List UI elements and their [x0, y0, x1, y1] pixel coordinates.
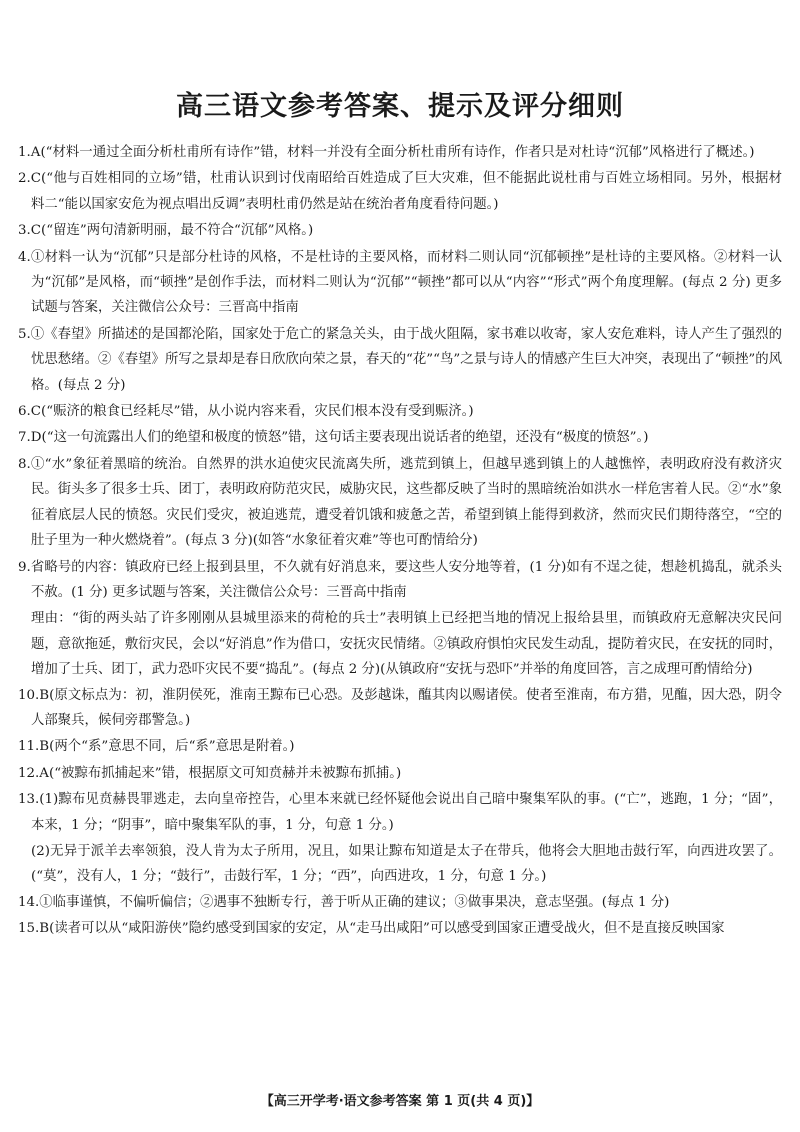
answer-item-6: 6.C(“赈济的粮食已经耗尽”错，从小说内容来看，灾民们根本没有受到赈济。): [18, 404, 474, 420]
answer-item-11: 11.B(两个“系”意思不同，后“系”意思是附着。): [18, 739, 295, 755]
answer-item-3: 3.C(“留连”两句清新明丽，最不符合“沉郁”风格。): [18, 223, 314, 239]
answer-item-8: 8.①“水”象征着黑暗的统治。自然界的洪水迫使灾民流离失所，逃荒到镇上，但越早逃到镇上的人越憔悴，表明政府没有救济灾民。街头多了很多士兵、团丁，表明政府防范灾民，威胁灾民，这些都反映了当时的黑暗统治如洪水一样危害着人民。②“水”象征着底层人民的愤怒。灾民们受灾，被迫逃荒，遭受着饥饿和疲惫之苦，希望到镇上能得到救济，然而灾民们期待落空，“空的肚子里为一种火燃烧着”。(每点 3 分)(如答“水象征着灾难”等也可酌情给分): [18, 456, 782, 549]
answer-item-10: 10.B(原文标点为：初，淮阴侯死，淮南王黥布已心恐。及彭越诛，醢其肉以赐诸侯。使者至淮南，布方猎，见醢，因大恐，阴令人部聚兵，候伺旁郡警急。): [18, 687, 782, 728]
answer-item-7: 7.D(“这一句流露出人们的绝望和极度的愤怒”错，这句话主要表现出说话者的绝望，还没有“极度的愤怒”。): [18, 430, 649, 446]
answer-item-4: 4.①材料一认为“沉郁”只是部分杜诗的风格，不是杜诗的主要风格，而材料二则认同“沉郁顿挫”是杜诗的主要风格。②材料一认为“沉郁”是风格，而“顿挫”是创作手法，而材料二则认为“沉郁”“顿挫”都可以从“内容”“形式”两个角度理解。(每点 2 分) 更多试题与答案，关注微信公众号：三晋高中指南: [18, 249, 782, 316]
answer-item-9: 9.省略号的内容：镇政府已经上报到县里，不久就有好消息来，要这些人安分地等着，(1 分)如有不逞之徒，想趁机捣乱，就杀头不赦。(1 分) 更多试题与答案，关注微信公众号：三晋高中指南: [18, 559, 782, 600]
answer-item-14: 14.①临事谨慎，不偏听偏信；②遇事不独断专行，善于听从正确的建议；③做事果决，意志坚强。(每点 1 分): [18, 894, 670, 910]
answer-item-13-part2: (2)无异于派羊去率领狼，没人肯为太子所用，况且，如果让黥布知道是太子在带兵，他将会大胆地击鼓行军，向西进攻罢了。(“莫”，没有人，1 分；“鼓行”，击鼓行军，1 分；“西”，向西进攻，1 分，句意 1 分。): [31, 843, 782, 885]
answer-list: [0, 140, 800, 943]
answer-item-9-reason: 理由：“街的两头站了许多刚刚从县城里添来的荷枪的兵士”表明镇上已经把当地的情况上报给县里，而镇政府无意解决灾民问题，意欲拖延，敷衍灾民，会以“好消息”作为借口，安抚灾民情绪。②镇政府惧怕灾民发生动乱，提防着灾民，在安抚的同时，增加了士兵、团丁，武力恐吓灾民不要“捣乱”。(每点 2 分)(从镇政府“安抚与恐吓”并举的角度回答，言之成理可酌情给分): [31, 611, 782, 678]
answer-item-1: 1.A(“材料一通过全面分析杜甫所有诗作”错，材料一并没有全面分析杜甫所有诗作，作者只是对杜诗“沉郁”风格进行了概述。): [18, 145, 755, 160]
answer-item-5: 5.①《春望》所描述的是国都沦陷，国家处于危亡的紧急关头，由于战火阻隔，家书难以收寄，家人安危难料，诗人产生了强烈的忧思愁绪。②《春望》所写之景却是春日欣欣向荣之景，春天的“花”“鸟”之景与诗人的情感产生巨大冲突，表现出了“顿挫”的风格。(每点 2 分): [18, 326, 782, 393]
answer-item-13: 13.(1)黥布见贲赫畏罪逃走，去向皇帝控告，心里本来就已经怀疑他会说出自己暗中聚集军队的事。(“亡”，逃跑，1 分；“固”，本来，1 分；“阴事”，暗中聚集军队的事，1 分，句意 1 分。): [18, 792, 782, 833]
answer-item-15: 15.B(读者可以从“咸阳游侠”隐约感受到国家的安定，从“走马出咸阳”可以感受到国家正遭受战火，但不是直接反映国家: [18, 921, 725, 937]
answer-item-2: 2.C(“他与百姓相同的立场”错，杜甫认识到讨伐南昭给百姓造成了巨大灾难，但不能据此说杜甫与百姓立场相同。另外，根据材料二“能以国家安危为视点唱出反调”表明杜甫仍然是站在统治者角度看待问题。): [18, 171, 782, 212]
answer-item-12: 12.A(“被黥布抓捕起来”错，根据原文可知贲赫并未被黥布抓捕。): [18, 765, 402, 781]
page-title: 高三语文参考答案、提示及评分细则: [176, 91, 624, 122]
page-footer: 【高三开学考·语文参考答案 第 1 页(共 4 页)】: [260, 1094, 540, 1109]
